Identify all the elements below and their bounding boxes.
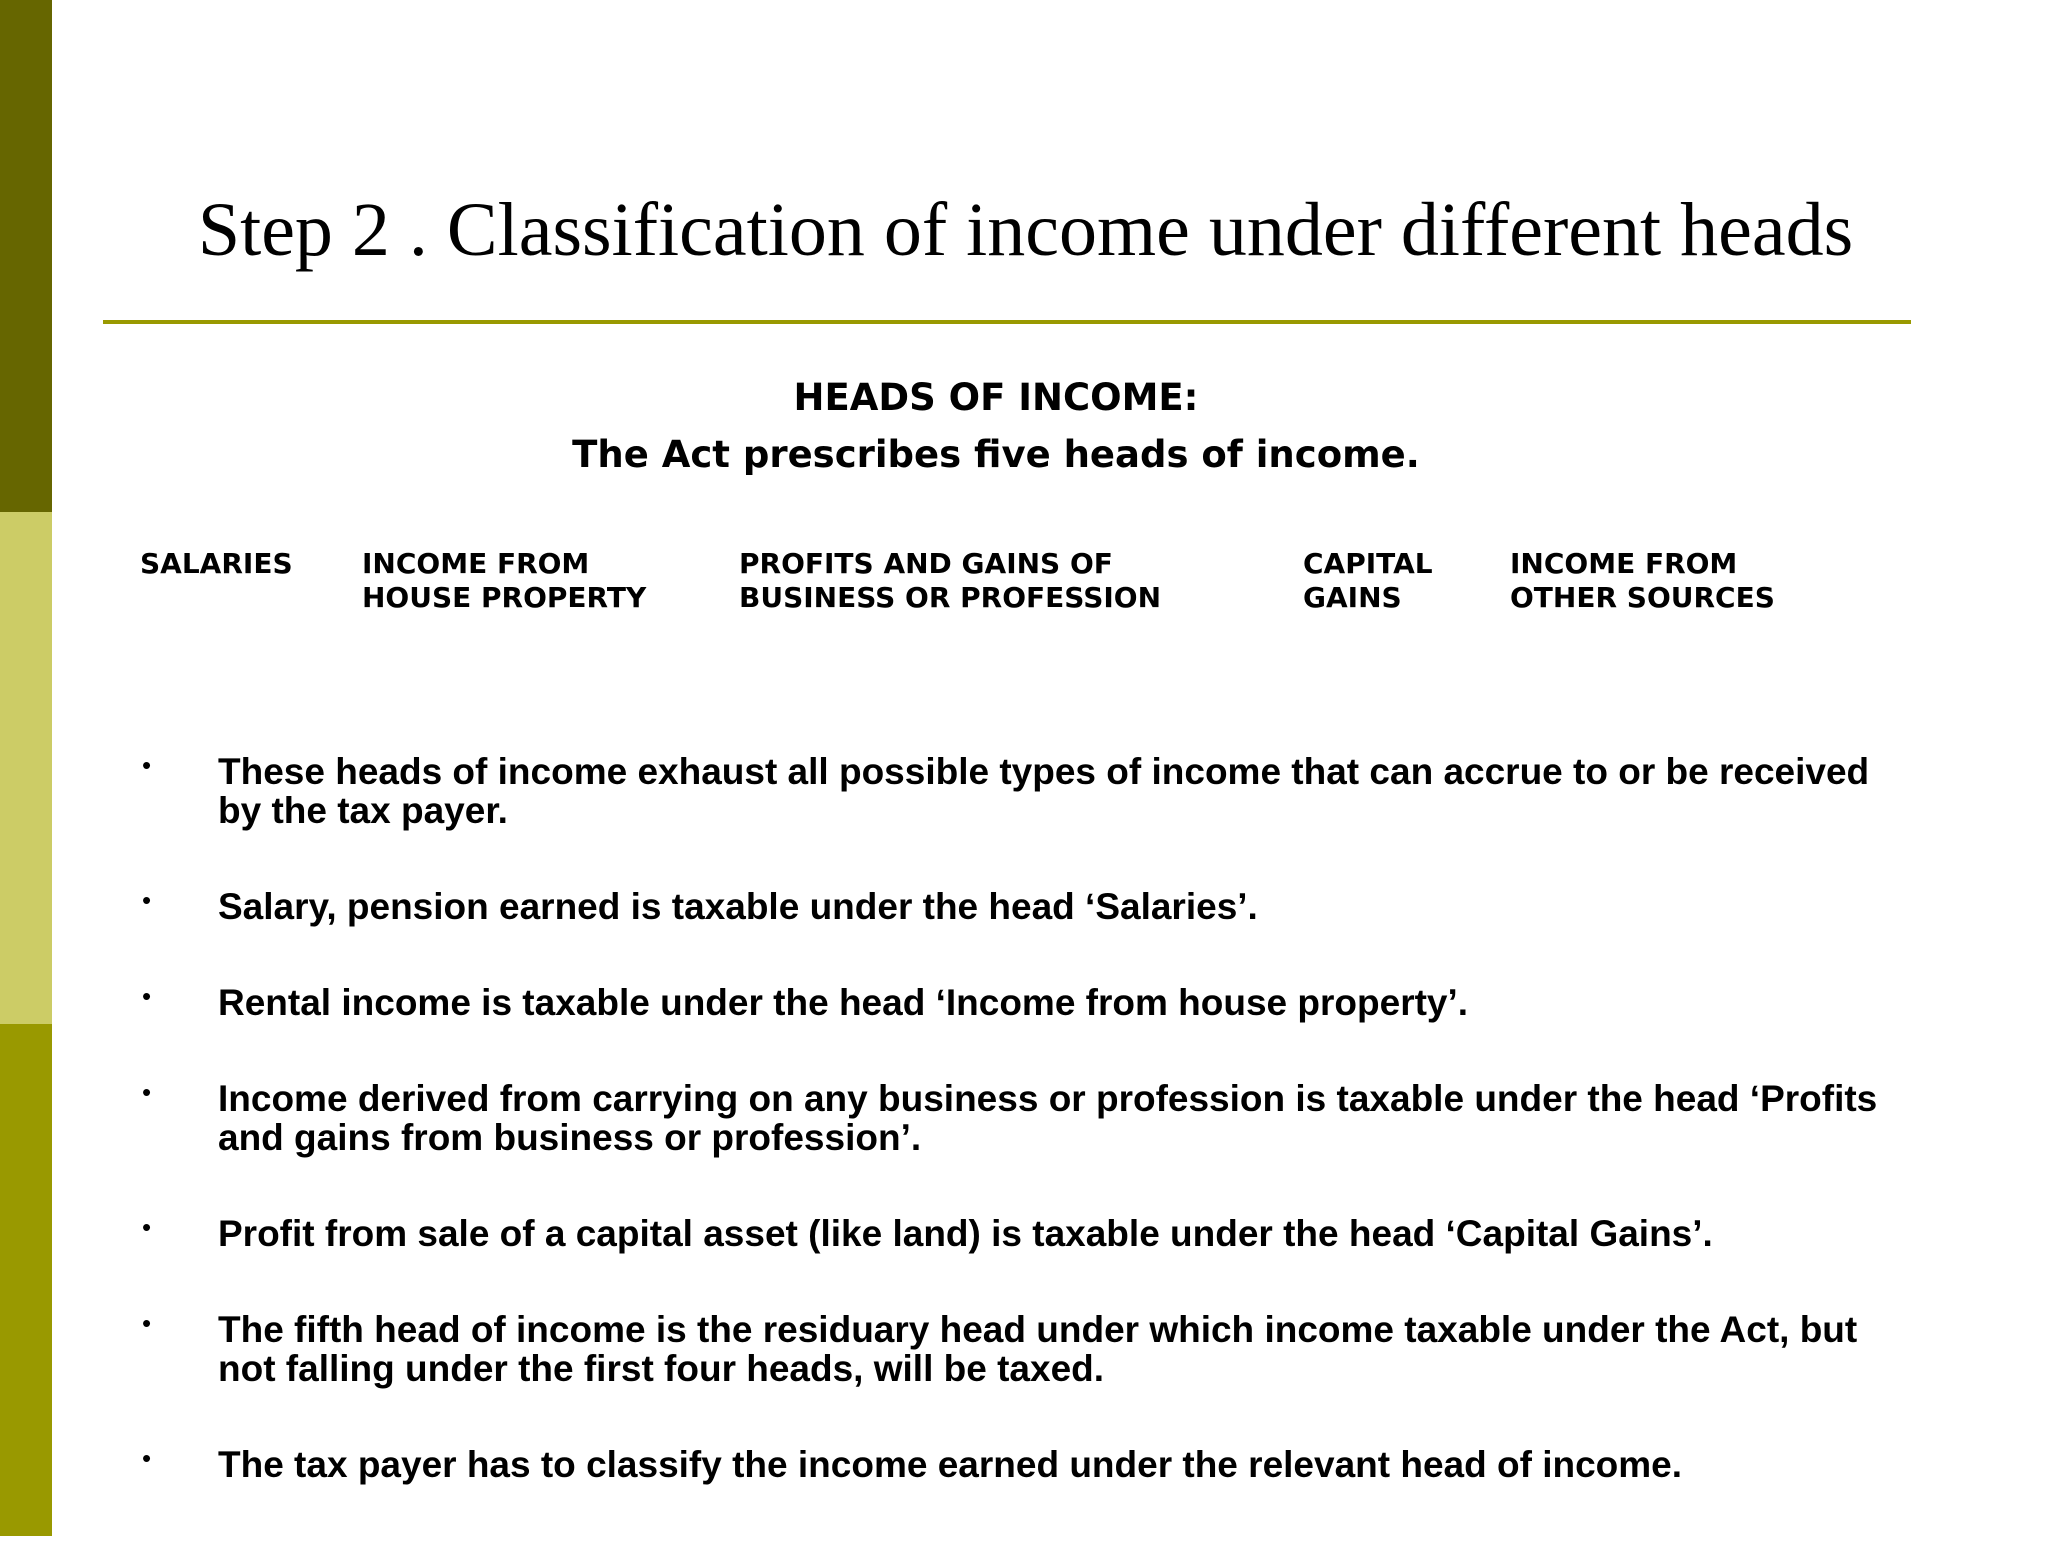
head-label-line2: BUSINESS OR PROFESSION	[739, 581, 1162, 614]
head-other-sources	[1510, 547, 1775, 615]
side-bar-bottom	[0, 1024, 52, 1536]
bullet-text: The tax payer has to classify the income earned under the relevant head of income.	[218, 1444, 1683, 1485]
head-label-line2: OTHER SOURCES	[1510, 581, 1775, 614]
bullet-item	[140, 1214, 1920, 1253]
head-label-line2: HOUSE PROPERTY	[362, 581, 647, 614]
bullet-item	[140, 752, 1920, 830]
bullet-text: Income derived from carrying on any business or profession is taxable under the head ‘Profits and gains from business or profession’.	[218, 1078, 1878, 1158]
bullet-text: Rental income is taxable under the head ‘Income from house property’.	[218, 982, 1469, 1023]
bullet-text: The fifth head of income is the residuary head under which income taxable under the Act, but not falling under the first four heads, will be taxed.	[218, 1309, 1858, 1389]
bullet-marker: •	[142, 1077, 152, 1107]
head-label-line1: SALARIES	[140, 547, 293, 580]
side-bar-middle	[0, 512, 52, 1024]
head-label-line1: PROFITS AND GAINS OF	[739, 547, 1113, 580]
head-salaries	[140, 547, 293, 581]
head-label-line1: INCOME FROM	[1510, 547, 1738, 580]
bullet-marker: •	[142, 981, 152, 1011]
heads-heading: HEADS OF INCOME:	[793, 376, 1199, 419]
bullet-marker: •	[142, 885, 152, 915]
head-house-property	[362, 547, 646, 615]
bullet-text: Salary, pension earned is taxable under the head ‘Salaries’.	[218, 886, 1258, 927]
bullet-item	[140, 887, 1920, 926]
bullet-marker: •	[142, 1443, 152, 1473]
head-label-line2: GAINS	[1303, 581, 1402, 614]
side-bar-top	[0, 0, 52, 512]
bullet-text: Profit from sale of a capital asset (like land) is taxable under the head ‘Capital Gains’.	[218, 1213, 1713, 1254]
bullet-list	[140, 752, 1920, 1541]
bullet-item	[140, 1445, 1920, 1484]
bullet-item	[140, 1310, 1920, 1388]
head-label-line1: CAPITAL	[1303, 547, 1433, 580]
bullet-marker: •	[142, 1212, 152, 1242]
bullet-marker: •	[142, 750, 152, 780]
head-business-profession	[739, 547, 1161, 615]
head-label-line1: INCOME FROM	[362, 547, 590, 580]
bullet-item	[140, 983, 1920, 1022]
head-capital-gains	[1303, 547, 1433, 615]
bullet-marker: •	[142, 1308, 152, 1338]
bullet-item	[140, 1079, 1920, 1157]
heads-subheading: The Act prescribes five heads of income.	[572, 433, 1420, 476]
slide-title: Step 2 . Classification of income under different heads	[197, 188, 1854, 272]
bullet-text: These heads of income exhaust all possible types of income that can accrue to or be received by the tax payer.	[218, 751, 1870, 831]
title-divider	[103, 320, 1911, 324]
